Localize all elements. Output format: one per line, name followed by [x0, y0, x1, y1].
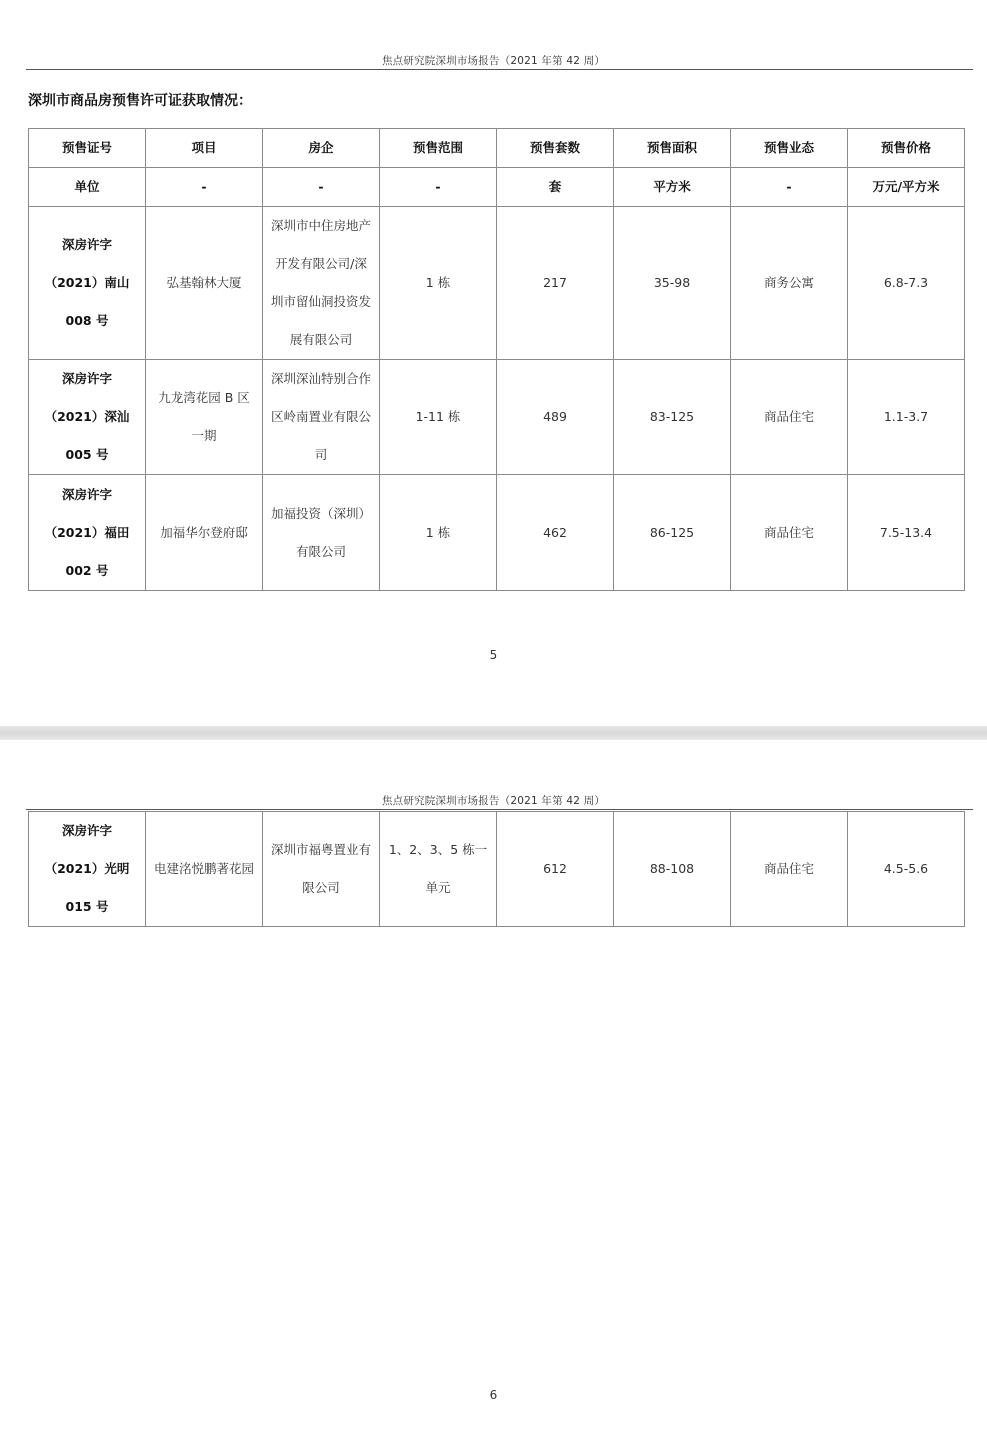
table-row — [29, 360, 965, 475]
presale-permit-table — [28, 128, 965, 591]
price-cell: 4.5-5.6 — [848, 812, 965, 927]
project-cell: 加福华尔登府邸 — [146, 475, 263, 591]
price-cell: 7.5-13.4 — [848, 475, 965, 591]
scope-cell: 1-11 栋 — [380, 360, 497, 475]
header-rule — [26, 69, 973, 70]
unit-label: 单位 — [29, 168, 146, 207]
page-number: 6 — [489, 1388, 498, 1402]
running-header: 焦点研究院深圳市场报告（2021 年第 42 周） — [381, 55, 606, 67]
price-cell: 6.8-7.3 — [848, 207, 965, 360]
table-row — [29, 812, 965, 927]
type-cell: 商品住宅 — [731, 812, 848, 927]
unit-developer: - — [263, 168, 380, 207]
scope-cell: 1、2、3、5 栋一 单元 — [380, 812, 497, 927]
type-cell: 商品住宅 — [731, 360, 848, 475]
type-cell: 商品住宅 — [731, 475, 848, 591]
column-header-permit-no: 预售证号 — [29, 129, 146, 168]
header-rule — [26, 809, 973, 810]
unit-units-count: 套 — [497, 168, 614, 207]
page-separator — [0, 726, 987, 740]
unit-project: - — [146, 168, 263, 207]
scope-cell: 1 栋 — [380, 475, 497, 591]
column-header-scope: 预售范围 — [380, 129, 497, 168]
type-cell: 商务公寓 — [731, 207, 848, 360]
project-cell: 电建洺悦鹏著花园 — [146, 812, 263, 927]
table-header-row — [29, 129, 965, 168]
column-header-developer: 房企 — [263, 129, 380, 168]
developer-cell: 深圳市中住房地产 开发有限公司/深 圳市留仙洞投资发 展有限公司 — [263, 207, 380, 360]
price-cell: 1.1-3.7 — [848, 360, 965, 475]
developer-cell: 加福投资（深圳） 有限公司 — [263, 475, 380, 591]
unit-price: 万元/平方米 — [848, 168, 965, 207]
units-count-cell: 217 — [497, 207, 614, 360]
section-title: 深圳市商品房预售许可证获取情况： — [28, 93, 252, 109]
table-units-row — [29, 168, 965, 207]
permit-no-cell: 深房许字 （2021）深汕 005 号 — [29, 360, 146, 475]
developer-cell: 深圳深汕特别合作 区岭南置业有限公 司 — [263, 360, 380, 475]
project-cell: 弘基翰林大厦 — [146, 207, 263, 360]
column-header-price: 预售价格 — [848, 129, 965, 168]
column-header-units-count: 预售套数 — [497, 129, 614, 168]
document-page-6 — [0, 740, 987, 1436]
table-row — [29, 475, 965, 591]
column-header-type: 预售业态 — [731, 129, 848, 168]
permit-no-cell: 深房许字 （2021）南山 008 号 — [29, 207, 146, 360]
column-header-area: 预售面积 — [614, 129, 731, 168]
table-row — [29, 207, 965, 360]
presale-permit-table-continued — [28, 811, 965, 927]
column-header-project: 项目 — [146, 129, 263, 168]
page-number: 5 — [489, 648, 498, 662]
unit-scope: - — [380, 168, 497, 207]
running-header: 焦点研究院深圳市场报告（2021 年第 42 周） — [381, 795, 606, 807]
project-cell: 九龙湾花园 B 区 一期 — [146, 360, 263, 475]
permit-no-cell: 深房许字 （2021）光明 015 号 — [29, 812, 146, 927]
permit-no-cell: 深房许字 （2021）福田 002 号 — [29, 475, 146, 591]
units-count-cell: 612 — [497, 812, 614, 927]
unit-type: - — [731, 168, 848, 207]
area-cell: 83-125 — [614, 360, 731, 475]
area-cell: 88-108 — [614, 812, 731, 927]
units-count-cell: 462 — [497, 475, 614, 591]
area-cell: 86-125 — [614, 475, 731, 591]
unit-area: 平方米 — [614, 168, 731, 207]
developer-cell: 深圳市福粤置业有 限公司 — [263, 812, 380, 927]
units-count-cell: 489 — [497, 360, 614, 475]
scope-cell: 1 栋 — [380, 207, 497, 360]
area-cell: 35-98 — [614, 207, 731, 360]
